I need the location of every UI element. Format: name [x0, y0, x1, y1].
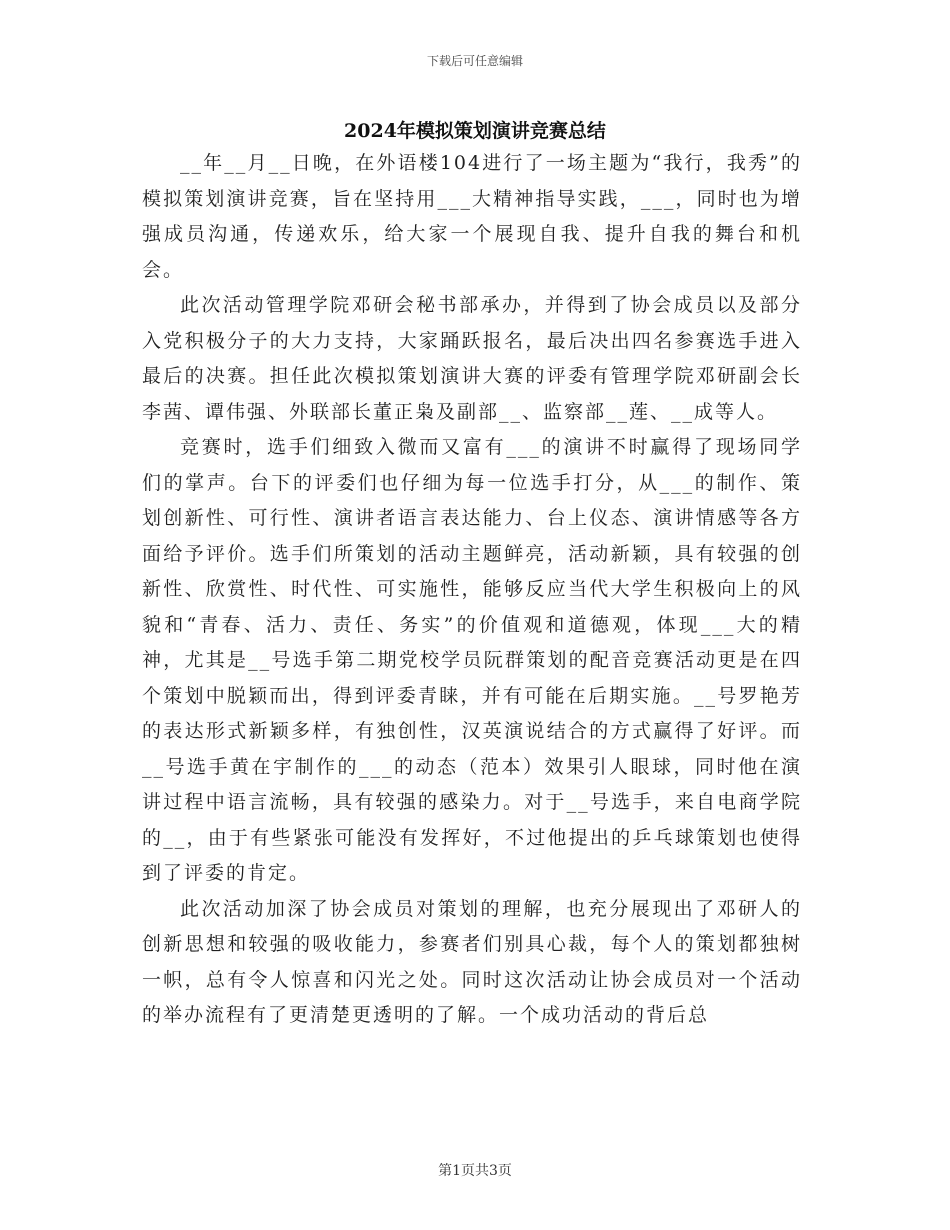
paragraph-2: 此次活动管理学院邓研会秘书部承办，并得到了协会成员以及部分入党积极分子的大力支持，大家踊跃报名，最后决出四名参赛选手进入最后的决赛。担任此次模拟策划演讲大赛的评委有管理学院邓研副会长李茜、谭伟强、外联部长董正枭及副部__、监察部__莲、__成等人。	[142, 294, 802, 423]
document-title: 2024年模拟策划演讲竞赛总结	[344, 120, 606, 142]
page-number: 第1页共3页	[438, 1163, 512, 1179]
page-header-note: 下载后可任意编辑	[426, 54, 523, 68]
paragraph-1: __年__月__日晚，在外语楼104进行了一场主题为“我行，我秀”的模拟策划演讲竞赛，旨在坚持用___大精神指导实践，___，同时也为增强成员沟通，传递欢乐，给大家一个展现自我、提升自我的舞台和机会。	[142, 152, 802, 281]
document-body	[142, 146, 802, 1034]
paragraph-4: 此次活动加深了协会成员对策划的理解，也充分展现出了邓研人的创新思想和较强的吸收能力，参赛者们别具心裁，每个人的策划都独树一帜，总有令人惊喜和闪光之处。同时这次活动让协会成员对一个活动的举办流程有了更清楚更透明的了解。一个成功活动的背后总	[142, 897, 802, 1026]
paragraph-3: 竞赛时，选手们细致入微而又富有___的演讲不时赢得了现场同学们的掌声。台下的评委们也仔细为每一位选手打分，从___的制作、策划创新性、可行性、演讲者语言表达能力、台上仪态、演讲情感等各方面给予评价。选手们所策划的活动主题鲜亮，活动新颖，具有较强的创新性、欣赏性、时代性、可实施性，能够反应当代大学生积极向上的风貌和“青春、活力、责任、务实”的价值观和道德观，体现___大的精神，尤其是__号选手第二期党校学员阮群策划的配音竞赛活动更是在四个策划中脱颖而出，得到评委青睐，并有可能在后期实施。__号罗艳芳的表达形式新颖多样，有独创性，汉英演说结合的方式赢得了好评。而__号选手黄在宇制作的___的动态（范本）效果引人眼球，同时他在演讲过程中语言流畅，具有较强的感染力。对于__号选手，来自电商学院的__，由于有些紧张可能没有发挥好，不过他提出的乒乓球策划也使得到了评委的肯定。	[142, 436, 802, 884]
